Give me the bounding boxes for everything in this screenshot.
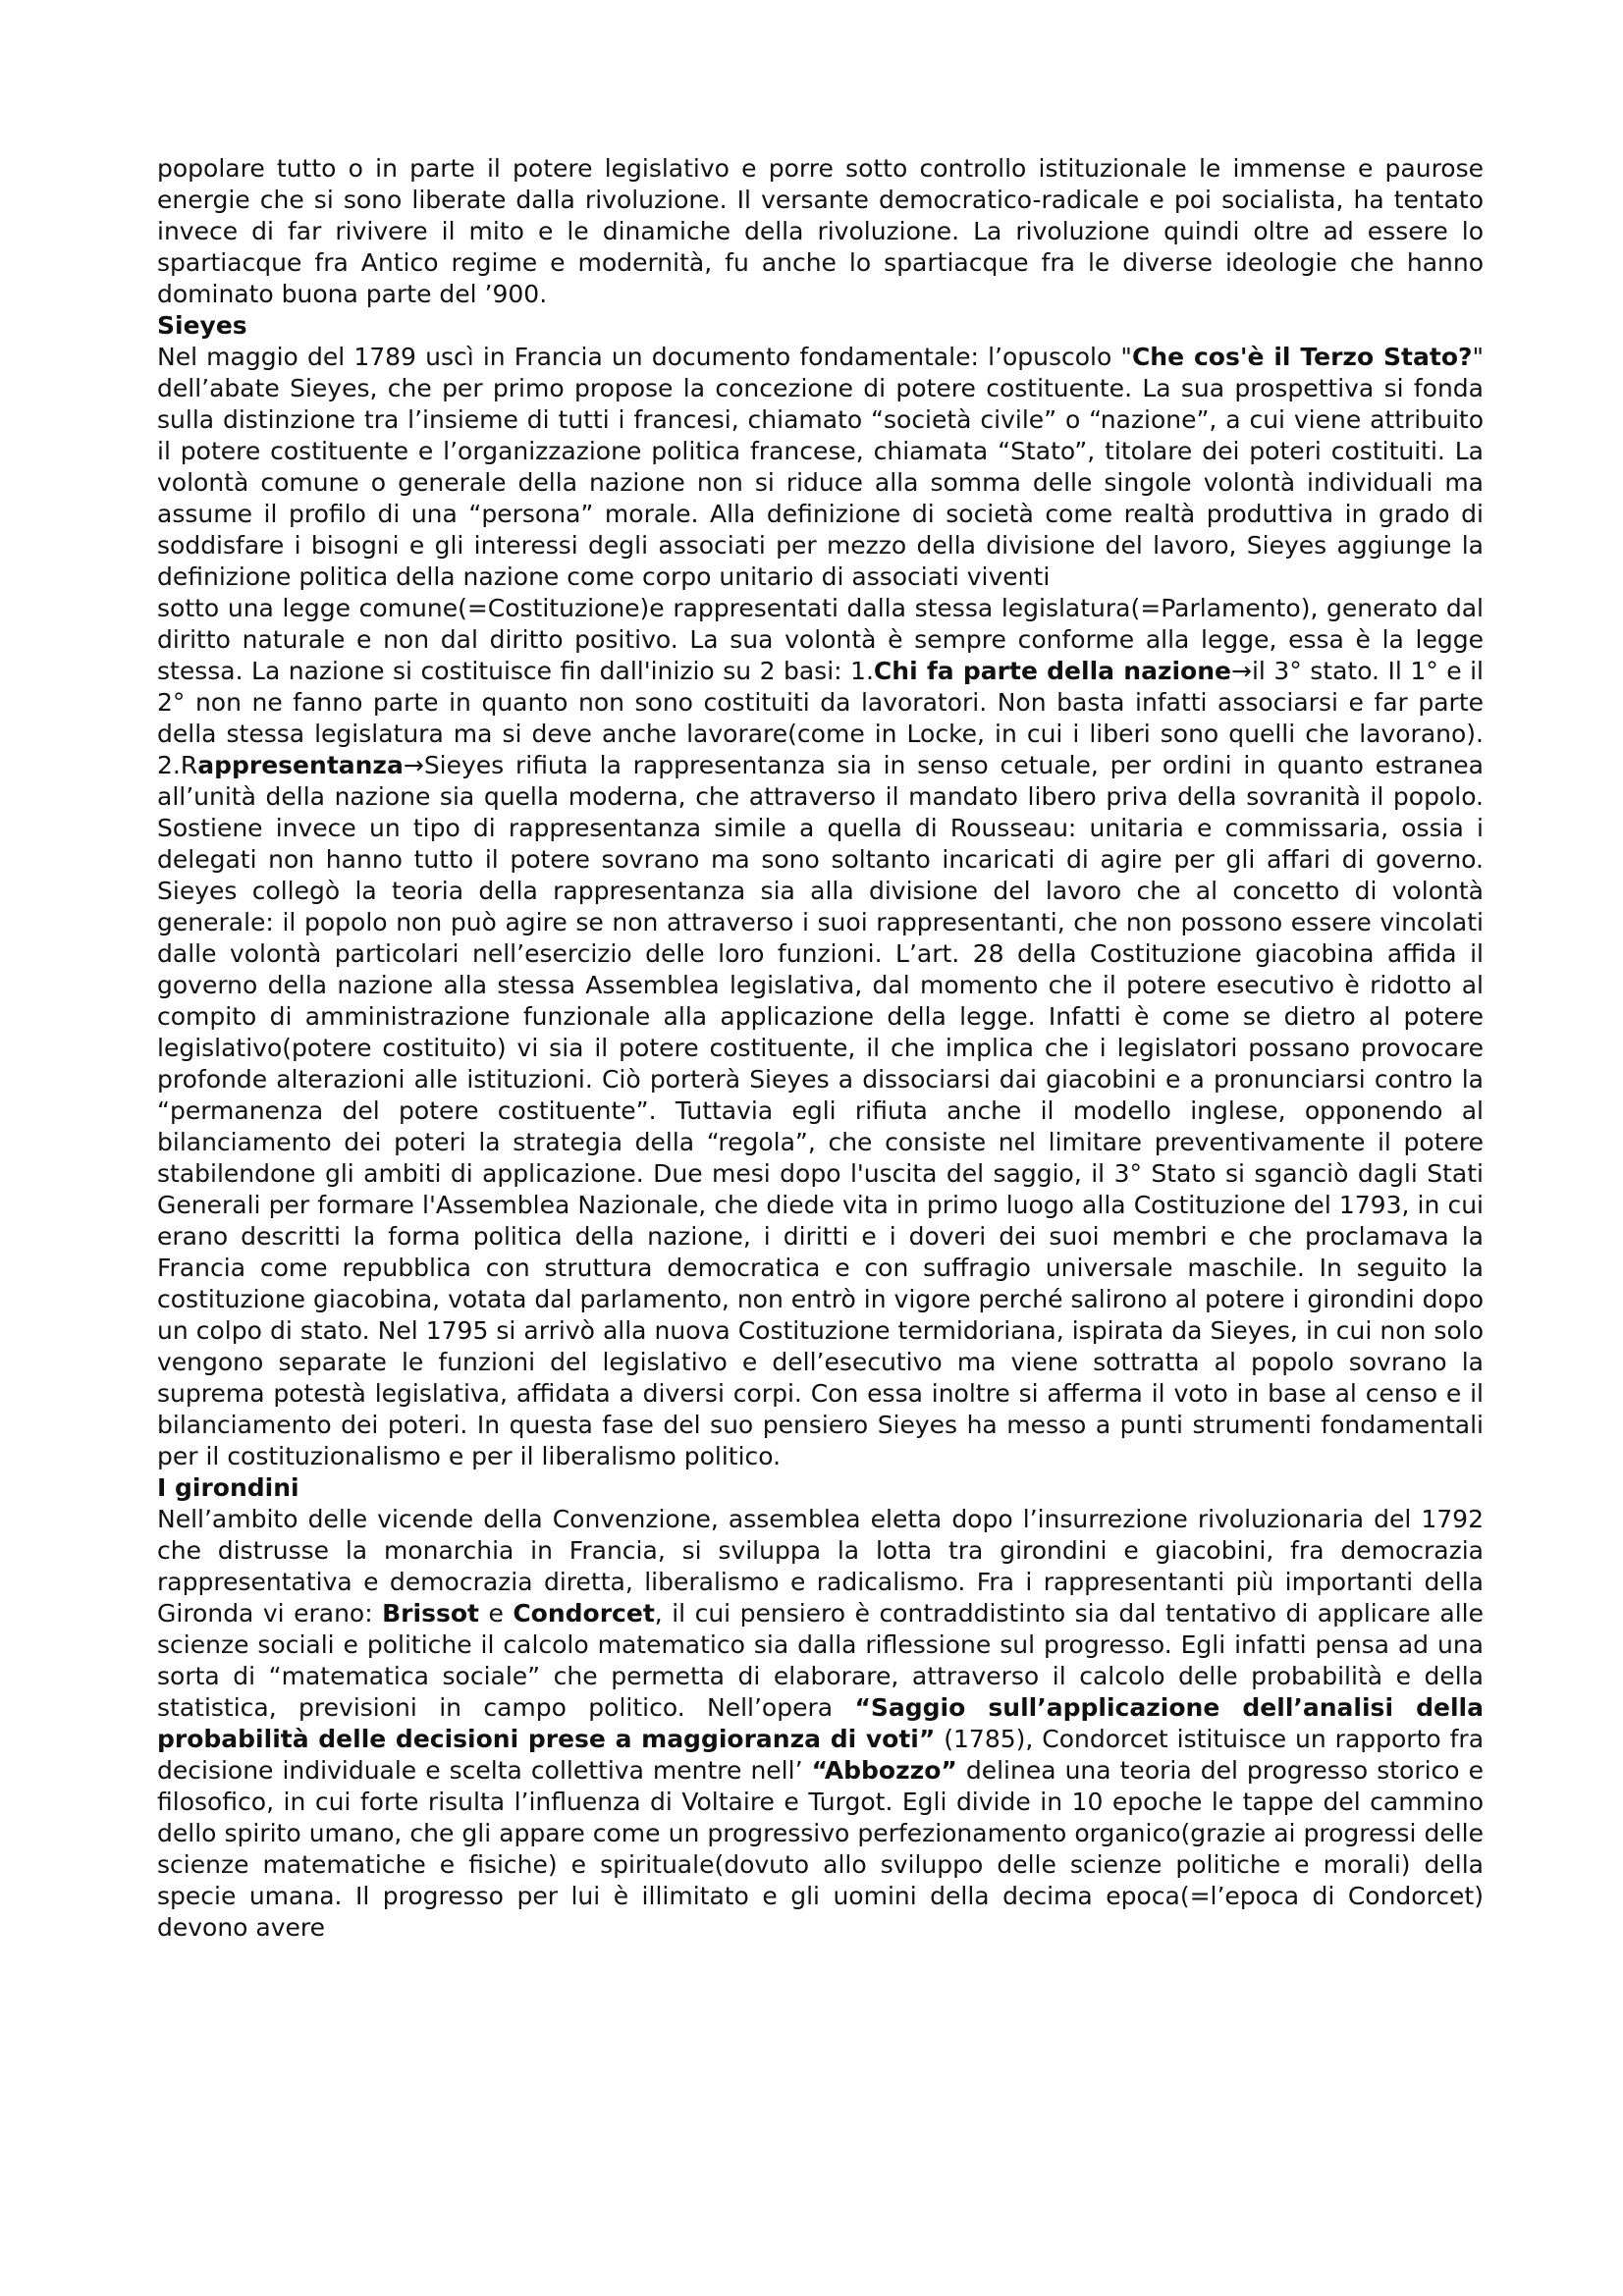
girondini-paragraph [157, 1504, 1484, 1944]
arrow-glyph: → [1231, 657, 1252, 685]
name-brissot: Brissot [382, 1599, 479, 1628]
sieyes-paragraph-2 [157, 593, 1484, 1472]
sieyes-p1-text-a: Nel maggio del 1789 uscì in Francia un documento fondamentale: l’opuscolo " [157, 343, 1132, 371]
sieyes-p2-bold-rappresentanza: appresentanza [197, 751, 404, 779]
sieyes-p2-text-a: sotto una legge comune(=Costituzione)e rappresentati dalla stessa legislatura(=Parlamento), generato dal diritto naturale e non dal diritto positivo. La sua volontà è sempre conforme alla legge, essa è la legge stessa. La nazione si costituisce fin dall'inizio su 2 basi: 1. [157, 594, 1484, 685]
section-heading-sieyes: Sieyes [157, 311, 247, 340]
section-heading-girondini: I girondini [157, 1473, 299, 1502]
girondini-text-c: (1785), Condorcet istituisce un rapporto fra decisione individuale e scelta collettiva mentre nell’ [157, 1725, 1485, 1785]
work-title-saggio: “Saggio sull’applicazione dell’analisi della probabilità delle decisioni prese a maggioranza di voti” [157, 1693, 1484, 1753]
sieyes-p2-text-c: Sieyes rifiuta la rappresentanza sia in senso cetuale, per ordini in quanto estranea all’unità della nazione sia quella moderna, che attraverso il mandato libero priva della sovranità il popolo. Sostiene invece un tipo di rappresentanza simile a quella di Rousseau: unitaria e commissaria, ossia i delegati non hanno tutto il potere sovrano ma sono soltanto incaricati di agire per gli affari di governo. Sieyes collegò la teoria della rappresentanza sia alla divisione del lavoro che al concetto di volontà generale: il popolo non può agire se non attraverso i suoi rappresentanti, che non possono essere vincolati dalle volontà particolari nell’esercizio delle loro funzioni. L’art. 28 della Costituzione giacobina affida il governo della nazione alla stessa Assemblea legislativa, dal momento che il potere esecutivo è ridotto al compito di amministrazione funzionale alla applicazione della legge. Infatti è come se dietro al potere legislativo(potere costituito) vi sia il potere costituente, il che implica che i legislatori possano provocare profonde alterazioni alle istituzioni. Ciò porterà Sieyes a dissociarsi dai giacobini e a pronunciarsi contro la “permanenza del potere costituente”. Tuttavia egli rifiuta anche il modello inglese, opponendo al bilanciamento dei poteri la strategia della “regola”, che consiste nel limitare preventivamente il potere stabilendone gli ambiti di applicazione. Due mesi dopo l'uscita del saggio, il 3° Stato si sganciò dagli Stati Generali per formare l'Assemblea Nazionale, che diede vita in primo luogo alla Costituzione del 1793, in cui erano descritti la forma politica della nazione, i diritti e i doveri dei suoi membri e che proclamava la Francia come repubblica con struttura democratica e con suffragio universale maschile. In seguito la costituzione giacobina, votata dal parlamento, non entrò in vigore perché salirono al potere i girondini dopo un colpo di stato. Nel 1795 si arrivò alla nuova Costituzione termidoriana, ispirata da Sieyes, in cui non solo vengono separate le funzioni del legislativo e dell’esecutivo ma viene sottratta al popolo sovrano la suprema potestà legislativa, affidata a diversi corpi. Con essa inoltre si afferma il voto in base al censo e il bilanciamento dei poteri. In questa fase del suo pensiero Sieyes ha messo a punti strumenti fondamentali per il costituzionalismo e per il liberalismo politico. [157, 751, 1484, 1470]
sieyes-p1-book-title: Che cos'è il Terzo Stato? [1131, 343, 1473, 371]
name-condorcet: Condorcet [513, 1599, 655, 1628]
intro-paragraph: popolare tutto o in parte il potere legislativo e porre sotto controllo istituzionale le immense e paurose energie che si sono liberate dalla rivoluzione. Il versante democratico-radicale e poi socialista, ha tentato invece di far rivivere il mito e le dinamiche della rivoluzione. La rivoluzione quindi oltre ad essere lo spartiacque fra Antico regime e modernità, fu anche lo spartiacque fra le diverse ideologie che hanno dominato buona parte del ’900. [157, 154, 1484, 308]
arrow-glyph: → [403, 751, 424, 779]
sieyes-paragraph-1 [157, 342, 1484, 593]
girondini-text-d: delinea una teoria del progresso storico e filosofico, in cui forte risulta l’influenza di Voltaire e Turgot. Egli divide in 10 epoche le tappe del cammino dello spirito umano, che gli appare come un progressivo perfezionamento organico(grazie ai progressi delle scienze matematiche e fisiche) e spirituale(dovuto allo sviluppo delle scienze politiche e morali) della specie umana. Il progresso per lui è illimitato e gli uomini della decima epoca(=l’epoca di Condorcet) devono avere [157, 1756, 1485, 1942]
girondini-text-a: Nell’ambito delle vicende della Convenzione, assemblea eletta dopo l’insurrezione rivoluzionaria del 1792 che distrusse la monarchia in Francia, si sviluppa la lotta tra girondini e giacobini, fra democrazia rappresentativa e democrazia diretta, liberalismo e radicalismo. Fra i rappresentanti più importanti della Gironda vi erano: [157, 1505, 1484, 1628]
sieyes-p2-text-b: il 3° stato. Il 1° e il 2° non ne fanno parte in quanto non sono costituiti da lavoratori. Non basta infatti associarsi e far parte della stessa legislatura ma si deve anche lavorare(come in Locke, in cui i liberi sono quelli che lavorano). 2.R [157, 657, 1484, 779]
sieyes-p2-bold-nazione: Chi fa parte della nazione [873, 657, 1231, 685]
work-title-abbozzo: “Abbozzo” [811, 1756, 957, 1785]
sieyes-p1-text-b: " dell’abate Sieyes, che per primo propose la concezione di potere costituente. La sua prospettiva si fonda sulla distinzione tra l’insieme di tutti i francesi, chiamato “società civile” o “nazione”, a cui viene attribuito il potere costituente e l’organizzazione politica francese, chiamata “Stato”, titolare dei poteri costituiti. La volontà comune o generale della nazione non si riduce alla somma delle singole volontà individuali ma assume il profilo di una “persona” morale. Alla definizione di società come realtà produttiva in grado di soddisfare i bisogni e gli interessi degli associati per mezzo della divisione del lavoro, Sieyes aggiunge la definizione politica della nazione come corpo unitario di associati viventi [157, 343, 1484, 591]
girondini-text-b: , il cui pensiero è contraddistinto sia dal tentativo di applicare alle scienze sociali e politiche il calcolo matematico sia dalla riflessione sul progresso. Egli infatti pensa ad una sorta di “matematica sociale” che permetta di elaborare, attraverso il calcolo delle probabilità e della statistica, previsioni in campo politico. Nell’opera [157, 1599, 1484, 1722]
girondini-text-and: e [478, 1599, 514, 1628]
